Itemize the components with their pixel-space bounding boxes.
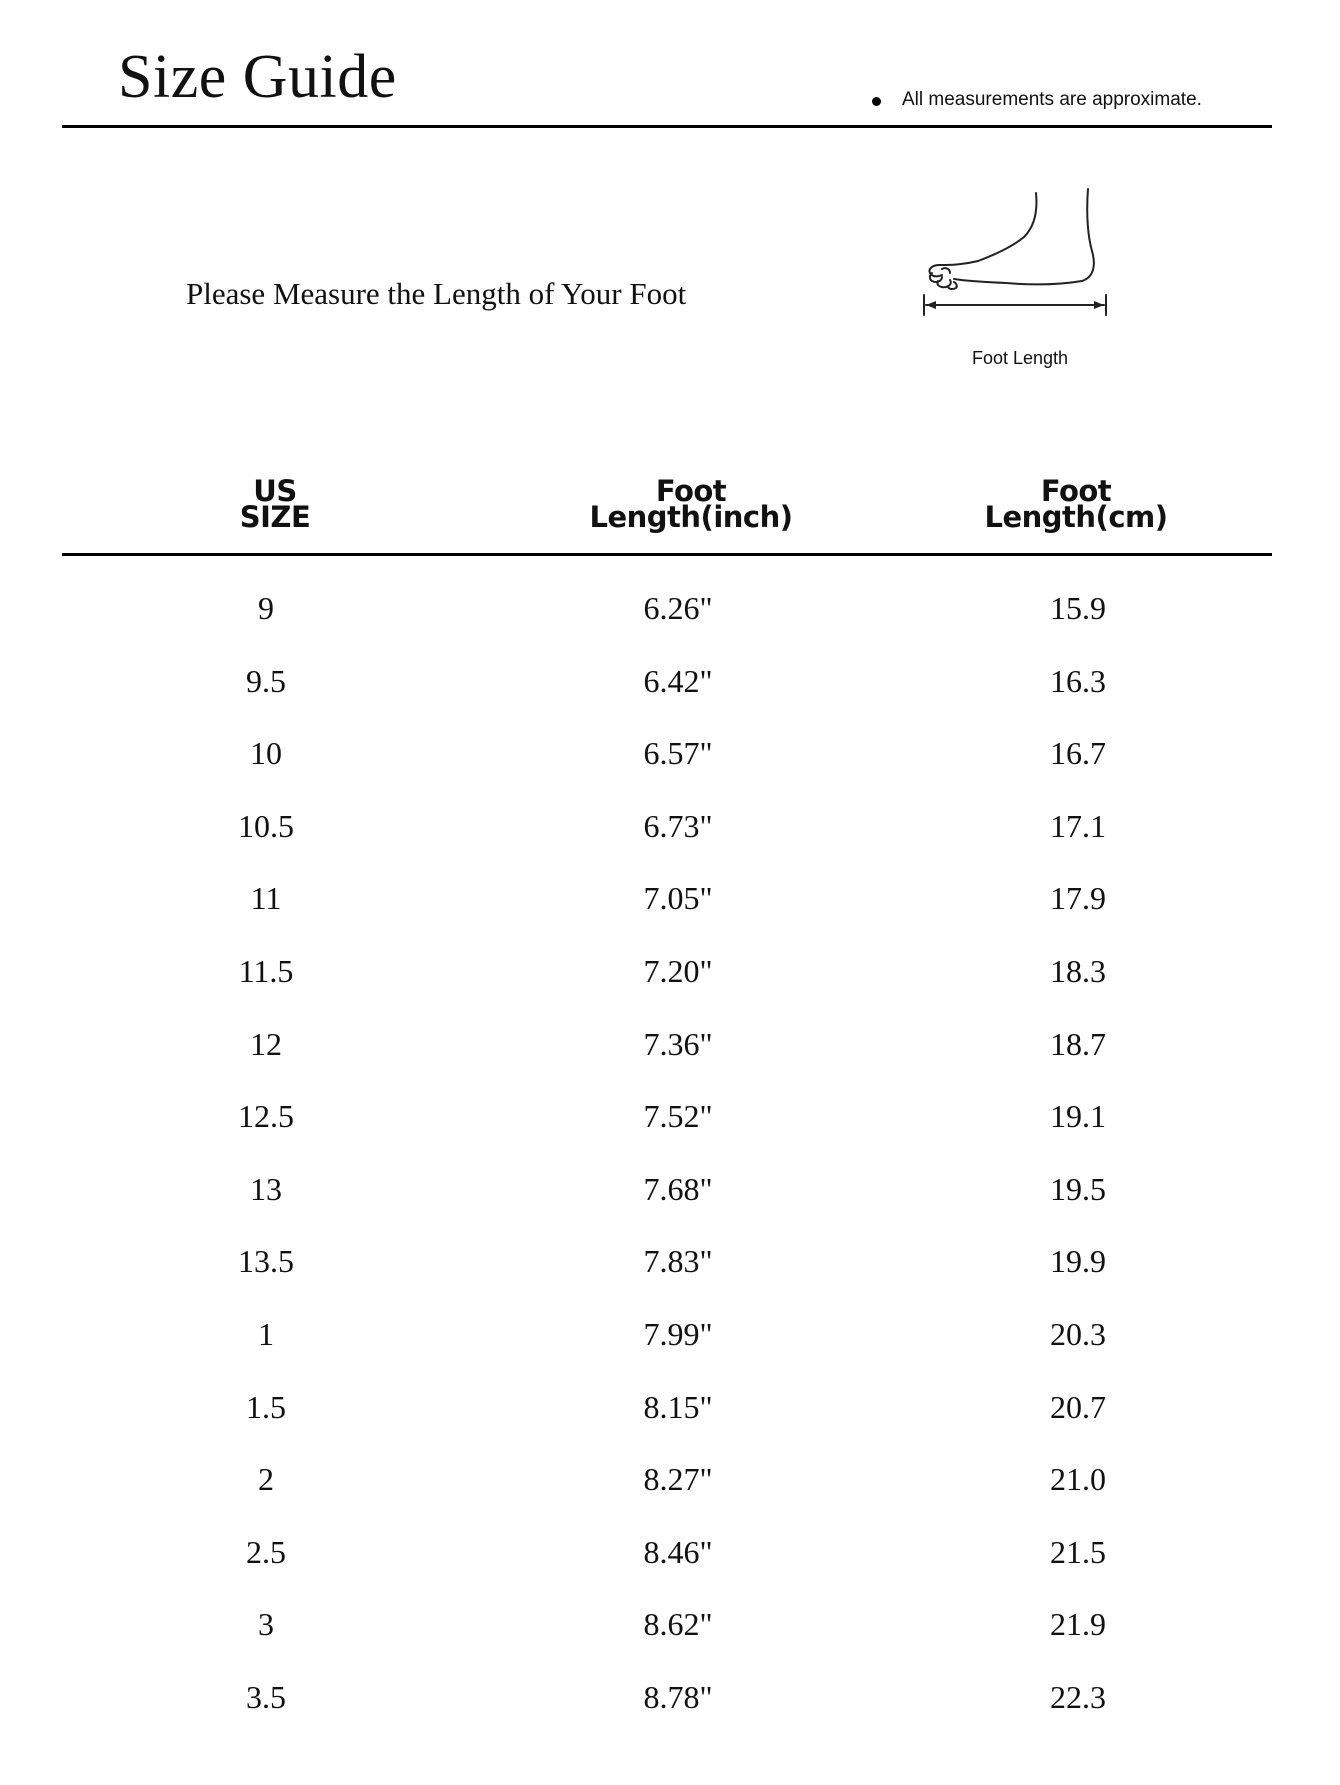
us-size-cell: 9: [258, 590, 274, 626]
us-size-cell: 11: [250, 880, 282, 917]
cm-cell: 19.1: [1050, 1098, 1106, 1135]
column-header-line: Length(inch): [589, 500, 793, 534]
us-size-cell: 13: [250, 1170, 282, 1207]
inch-cell: 8.46": [643, 1533, 713, 1570]
us-size-cell: 10.5: [238, 807, 294, 844]
inch-cell: 6.73": [643, 807, 713, 844]
cm-cell: 20.3: [1050, 1315, 1106, 1352]
disclaimer-note: [872, 88, 1202, 112]
us-size-cell: 3.5: [246, 1678, 286, 1715]
inch-cell: 8.15": [643, 1388, 713, 1425]
inch-cell: 6.42": [643, 662, 713, 699]
cm-cell: 20.7: [1050, 1388, 1106, 1425]
cm-cell: 18.7: [1050, 1025, 1106, 1062]
cm-cell: 16.3: [1050, 662, 1106, 699]
table-row: [0, 725, 1340, 798]
column-header-line: Foot: [1040, 474, 1112, 508]
inch-cell: 6.26": [643, 590, 713, 626]
column-header-foot-length-inch: [521, 474, 861, 534]
table-row: [0, 1379, 1340, 1452]
inch-cell: 7.68": [643, 1170, 713, 1207]
page-title: Size Guide: [118, 43, 397, 111]
column-header-line: Foot: [655, 474, 727, 508]
inch-cell: 7.99": [643, 1315, 713, 1352]
table-row: [0, 1161, 1340, 1234]
table-header-divider: [62, 553, 1272, 556]
us-size-cell: 2: [258, 1461, 274, 1498]
us-size-cell: 1.5: [246, 1388, 286, 1425]
us-size-cell: 10: [250, 735, 282, 772]
inch-cell: 7.52": [643, 1098, 713, 1135]
table-row: [0, 580, 1340, 653]
us-size-cell: 13.5: [238, 1243, 294, 1280]
disclaimer-text: All measurements are approximate.: [902, 89, 1202, 110]
measure-instruction: Please Measure the Length of Your Foot: [186, 276, 687, 311]
cm-cell: 17.9: [1050, 880, 1106, 917]
cm-cell: 21.5: [1050, 1533, 1106, 1570]
us-size-cell: 12: [250, 1025, 282, 1062]
table-row: [0, 653, 1340, 726]
inch-cell: 7.36": [643, 1025, 713, 1062]
table-row: [0, 1233, 1340, 1306]
table-row: [0, 1451, 1340, 1524]
foot-outline-icon: [920, 185, 1120, 345]
cm-cell: 21.9: [1050, 1606, 1106, 1643]
column-header-line: Length(cm): [984, 500, 1168, 534]
us-size-cell: 12.5: [238, 1098, 294, 1135]
table-row: [0, 798, 1340, 871]
cm-cell: 22.3: [1050, 1678, 1106, 1715]
table-row: [0, 1306, 1340, 1379]
inch-cell: 6.57": [643, 735, 713, 772]
foot-length-label: Foot Length: [971, 348, 1069, 368]
table-row: [0, 1524, 1340, 1597]
foot-length-diagram: [920, 185, 1120, 370]
column-header-line: US: [253, 474, 297, 508]
bullet-icon: [872, 97, 881, 106]
cm-cell: 19.9: [1050, 1243, 1106, 1280]
inch-cell: 8.78": [643, 1678, 713, 1715]
inch-cell: 7.20": [643, 952, 713, 989]
us-size-cell: 9.5: [246, 662, 286, 699]
column-header-line: SIZE: [239, 500, 311, 534]
inch-cell: 8.62": [643, 1606, 713, 1643]
table-row: [0, 870, 1340, 943]
inch-cell: 7.05": [643, 880, 713, 917]
column-header-us-size: [105, 474, 445, 534]
inch-cell: 8.27": [643, 1461, 713, 1498]
us-size-cell: 11.5: [238, 952, 294, 989]
cm-cell: 19.5: [1050, 1170, 1106, 1207]
cm-cell: 17.1: [1050, 807, 1106, 844]
header-divider: [62, 125, 1272, 128]
cm-cell: 15.9: [1050, 590, 1106, 626]
cm-cell: 16.7: [1050, 735, 1106, 772]
cm-cell: 21.0: [1050, 1461, 1106, 1498]
table-row: [0, 1016, 1340, 1089]
column-header-foot-length-cm: [906, 474, 1246, 534]
table-row: [0, 943, 1340, 1016]
cm-cell: 18.3: [1050, 952, 1106, 989]
table-row: [0, 1669, 1340, 1742]
table-row: [0, 1596, 1340, 1669]
inch-cell: 7.83": [643, 1243, 713, 1280]
size-table-body: [0, 580, 1340, 1742]
us-size-cell: 2.5: [246, 1533, 286, 1570]
us-size-cell: 3: [258, 1606, 274, 1643]
table-row: [0, 1088, 1340, 1161]
us-size-cell: 1: [258, 1315, 274, 1352]
